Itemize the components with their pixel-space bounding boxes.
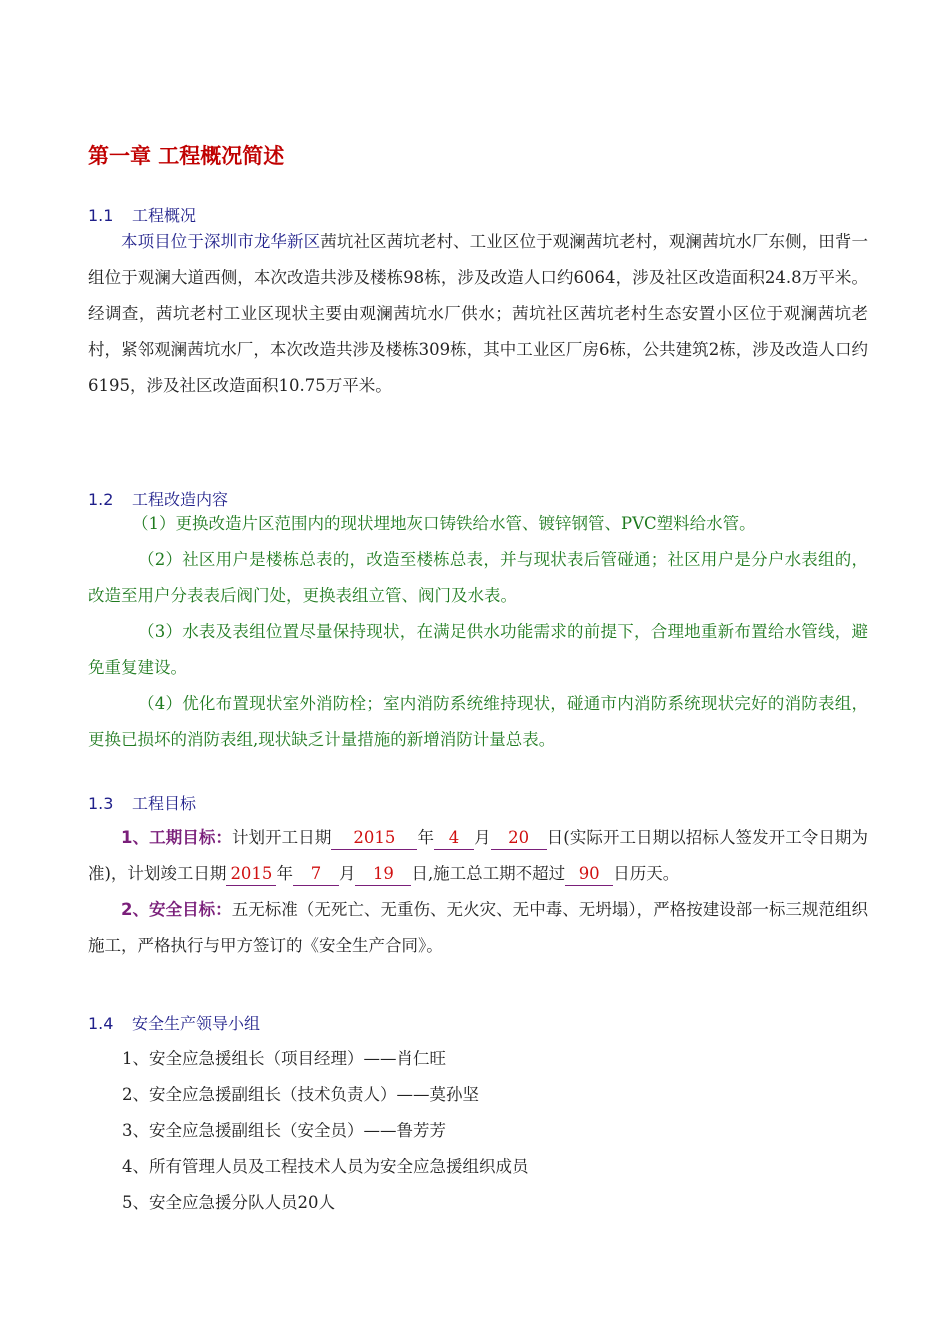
goal-text: 日历天。 bbox=[613, 864, 680, 883]
month-unit: 月 bbox=[474, 828, 491, 847]
goal-text: 计划开工日期 bbox=[231, 828, 332, 847]
goal-schedule-label: 1、工期目标： bbox=[121, 828, 232, 847]
total-days-field: 90 bbox=[565, 863, 613, 886]
end-day-field: 19 bbox=[355, 863, 411, 886]
goal-text: 日,施工总工期不超过 bbox=[411, 864, 566, 883]
section-title: 工程概况 bbox=[132, 206, 197, 225]
section-number: 1.1 bbox=[88, 206, 114, 225]
end-month-field: 7 bbox=[293, 863, 339, 886]
start-day-field: 20 bbox=[491, 827, 547, 850]
overview-text-2: 经调查，茜坑老村工业区现状主要由观澜茜坑水厂供水；茜坑社区茜坑老村生态安置小区位于观澜茜坑老村，紧邻观澜茜坑水厂，本次改造共涉及楼栋309栋，其中工业区厂房6栋，公共建筑2栋，涉及改造人口约6195，涉及社区改造面积10.75万平米。 bbox=[88, 304, 868, 395]
start-month-field: 4 bbox=[434, 827, 474, 850]
section-number: 1.3 bbox=[88, 794, 114, 813]
list-item: 5、安全应急援分队人员20人 bbox=[122, 1193, 335, 1212]
section-number: 1.2 bbox=[88, 490, 114, 509]
goal-safety bbox=[88, 892, 868, 964]
year-unit: 年 bbox=[417, 828, 435, 847]
chapter-title: 第一章 工程概况简述 bbox=[88, 144, 285, 168]
list-item: 2、安全应急援副组长（技术负责人）——莫孙坚 bbox=[122, 1085, 479, 1104]
goal-safety-label: 2、安全目标： bbox=[121, 900, 232, 919]
goal-safety-text: 五无标准（无死亡、无重伤、无火灾、无中毒、无坍塌），严格按建设部一标三规范组织施工，严格执行与甲方签订的《安全生产合同》。 bbox=[88, 900, 869, 955]
content-item-3: （3）水表及表组位置尽量保持现状，在满足供水功能需求的前提下，合理地重新布置给水管线，避免重复建设。 bbox=[88, 622, 868, 677]
year-unit: 年 bbox=[276, 864, 293, 883]
goal-text: 日(实际开工日期以招标人签发开工令日期为准)，计划竣工日期 bbox=[88, 828, 869, 883]
end-year-field: 2015 bbox=[226, 863, 276, 886]
goal-schedule bbox=[88, 820, 868, 892]
month-unit: 月 bbox=[338, 864, 356, 883]
section-number: 1.4 bbox=[88, 1014, 114, 1033]
section-title: 安全生产领导小组 bbox=[132, 1014, 261, 1033]
content-item-2: （2）社区用户是楼栋总表的，改造至楼栋总表，并与现状表后管碰通；社区用户是分户水表组的，改造至用户分表表后阀门处，更换表组立管、阀门及水表。 bbox=[88, 550, 868, 605]
list-item: 4、所有管理人员及工程技术人员为安全应急援组织成员 bbox=[122, 1157, 529, 1176]
paragraph-overview bbox=[88, 224, 868, 404]
section-heading-1-4 bbox=[88, 1011, 260, 1034]
location-text: 本项目位于深圳市龙华新区 bbox=[121, 232, 321, 251]
overview-text-1: 茜坑社区茜坑老村、工业区位于观澜茜坑老村，观澜茜坑水厂东侧，田背一组位于观澜大道西侧，本次改造共涉及楼栋98栋，涉及改造人口约6064，涉及社区改造面积24.8万平米。 bbox=[88, 232, 869, 287]
section-title: 工程改造内容 bbox=[132, 490, 229, 509]
content-item-1: （1）更换改造片区范围内的现状埋地灰口铸铁给水管、镀锌钢管、PVC塑料给水管。 bbox=[132, 514, 756, 533]
section-heading-1-3 bbox=[88, 791, 196, 814]
content-item-4: （4）优化布置现状室外消防栓；室内消防系统维持现状，碰通市内消防系统现状完好的消防表组，更换已损坏的消防表组,现状缺乏计量措施的新增消防计量总表。 bbox=[88, 694, 868, 749]
section-heading-1-1 bbox=[88, 203, 196, 226]
list-item: 3、安全应急援副组长（安全员）——鲁芳芳 bbox=[122, 1121, 446, 1140]
section-title: 工程目标 bbox=[132, 794, 197, 813]
start-year-field: 2015 bbox=[331, 827, 417, 850]
list-item: 1、安全应急援组长（项目经理）——肖仁旺 bbox=[122, 1049, 446, 1068]
